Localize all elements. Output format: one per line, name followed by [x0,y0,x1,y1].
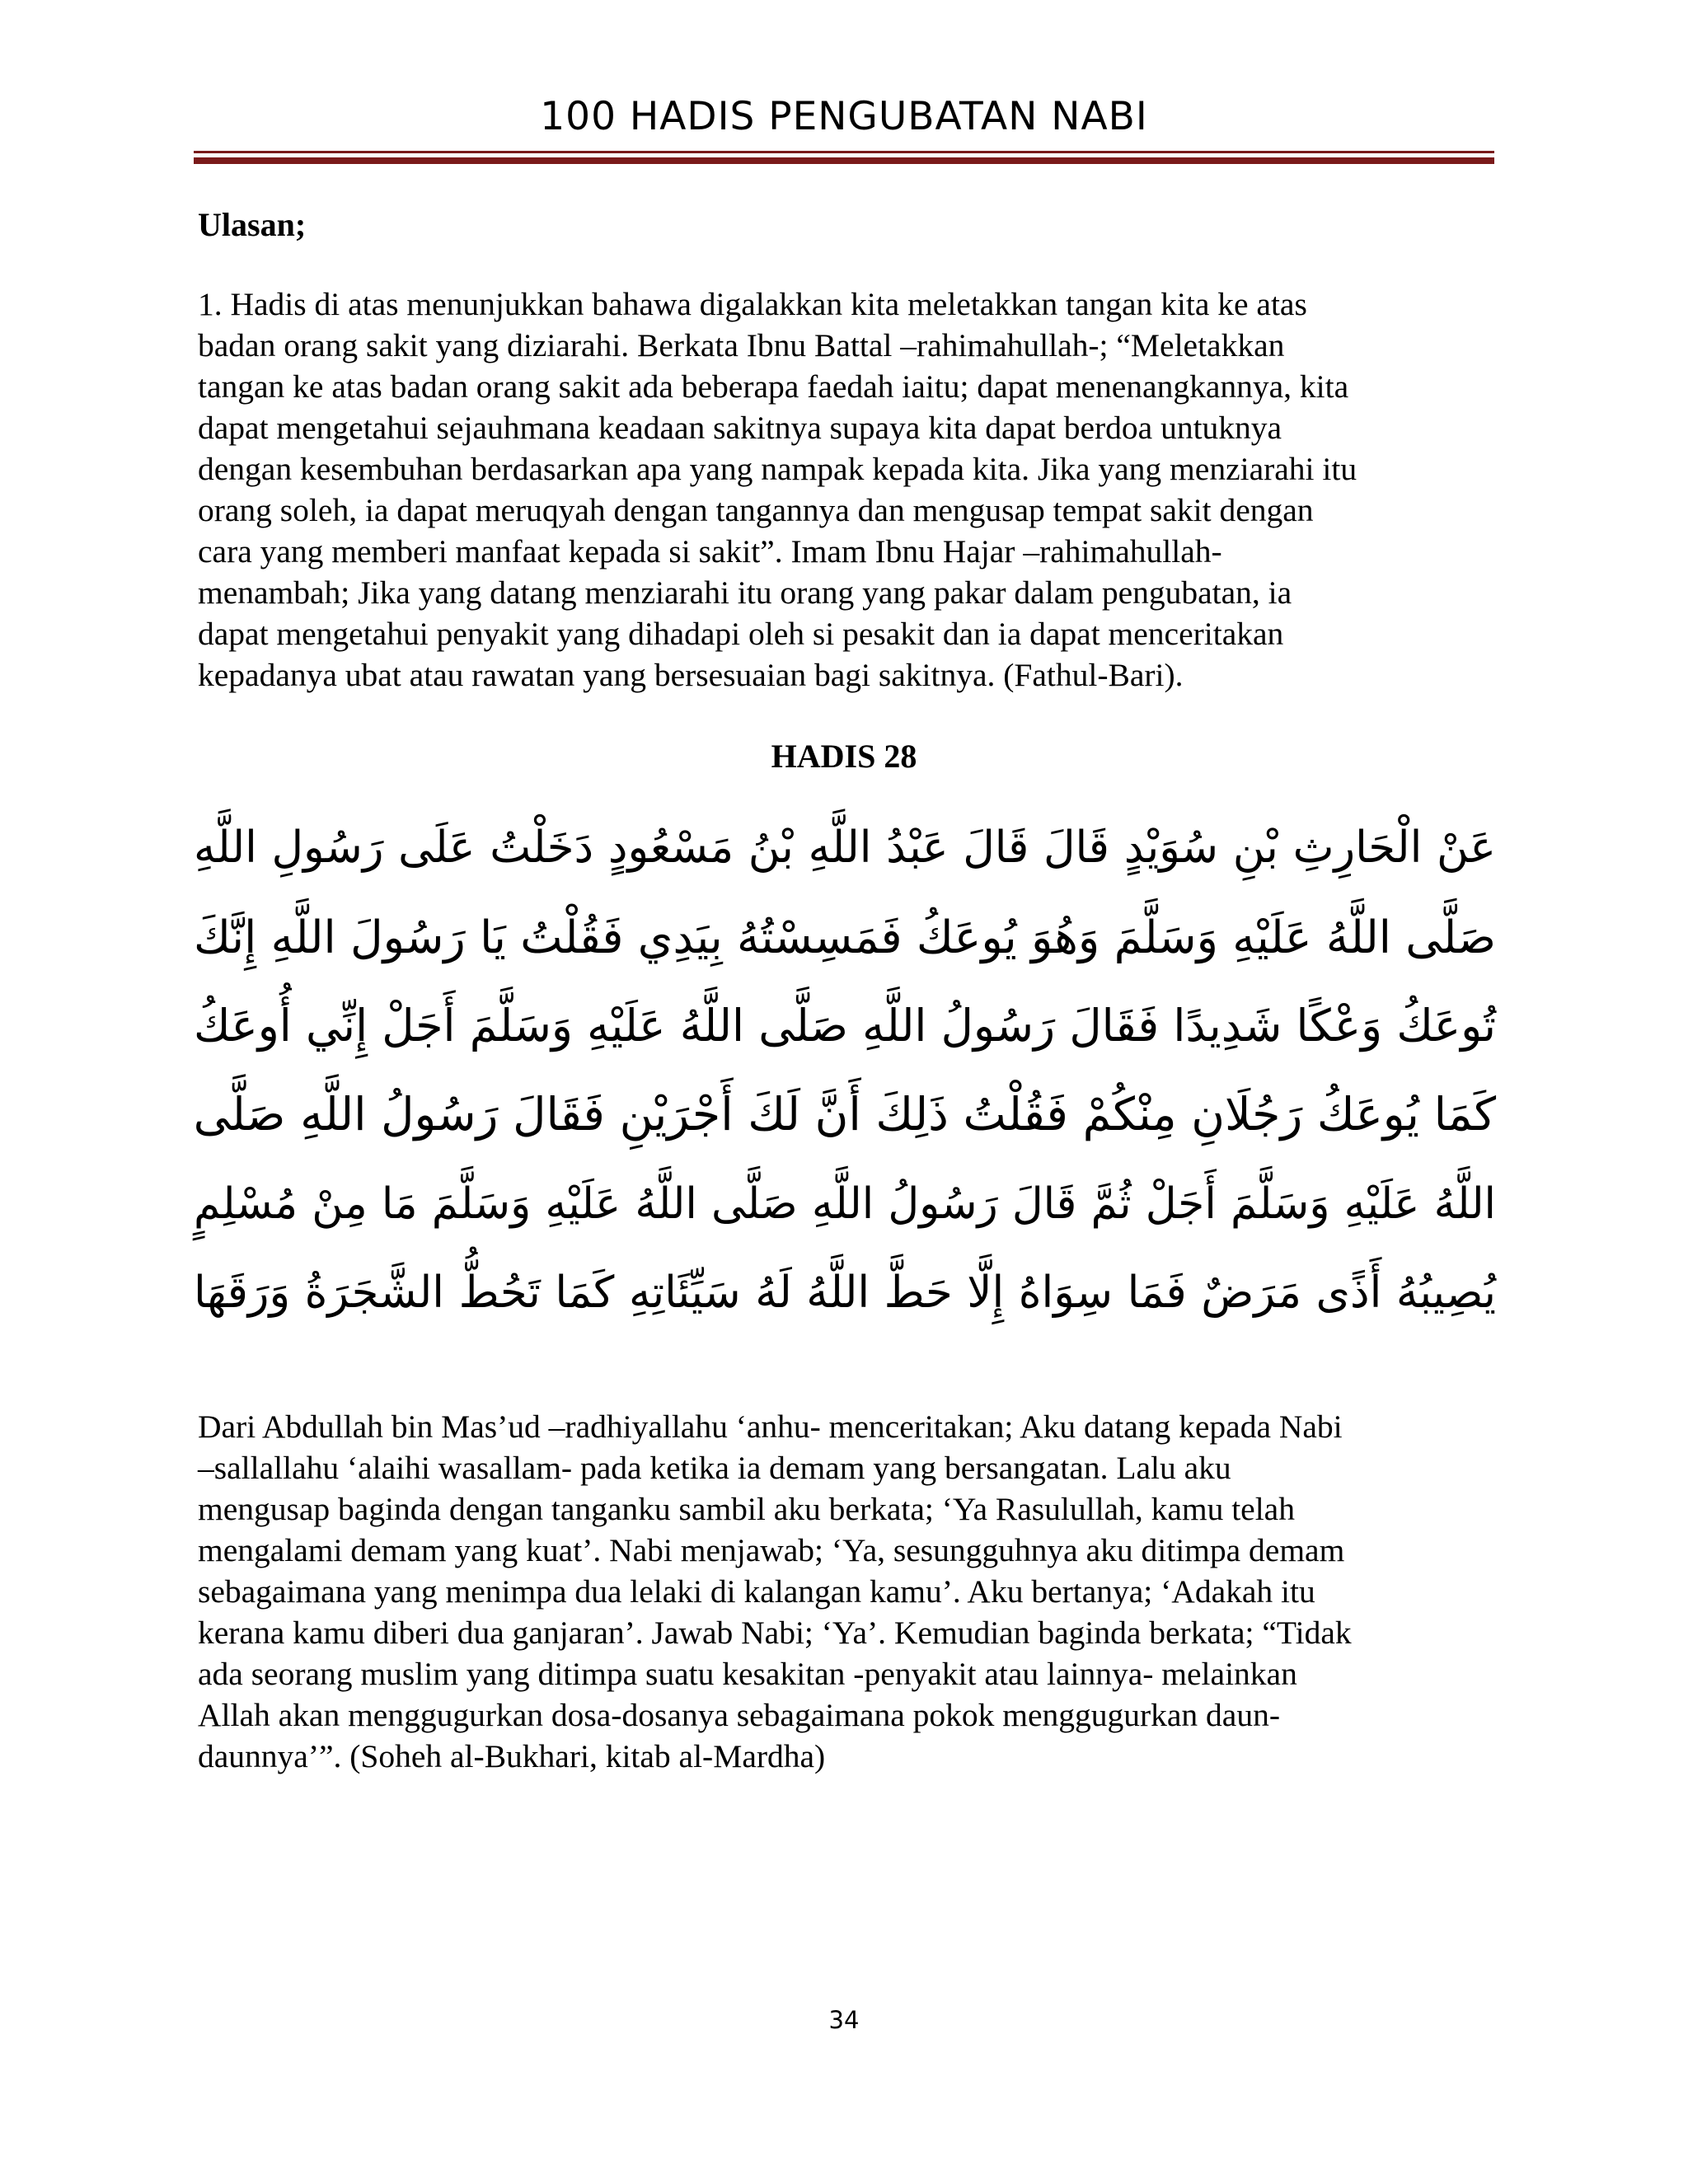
commentary-line: kepadanya ubat atau rawatan yang bersesuaian bagi sakitnya. (Fathul-Bari). [198,657,1184,693]
commentary-line: dapat mengetahui penyakit yang dihadapi oleh si pesakit dan ia dapat menceritakan [198,616,1284,652]
translation-line: daunnya’”. (Soheh al-Bukhari, kitab al-Mardha) [198,1738,826,1774]
arabic-line: اللَّهُ عَلَيْهِ وَسَلَّمَ أَجَلْ ثُمَّ قَالَ رَسُولُ اللَّهِ صَلَّى اللَّهُ عَلَيْهِ وَسَلَّمَ مَا مِنْ مُسْلِمٍ [194,1179,1496,1229]
commentary-paragraph [198,284,1496,696]
hadith-arabic-text [194,804,1496,1338]
header-rule-thick [194,157,1494,164]
arabic-line: كَمَا يُوعَكُ رَجُلَانِ مِنْكُمْ فَقُلْتُ ذَلِكَ أَنَّ لَكَ أَجْرَيْنِ فَقَالَ رَسُولُ اللَّهِ صَلَّى [193,1088,1496,1141]
hadith-translation [198,1406,1496,1777]
commentary-line: tangan ke atas badan orang sakit ada beberapa faedah iaitu; dapat menenangkannya, kita [198,368,1349,405]
translation-line: Allah akan menggugurkan dosa-dosanya sebagaimana pokok menggugurkan daun- [198,1697,1280,1733]
commentary-line: menambah; Jika yang datang menziarahi itu orang yang pakar dalam pengubatan, ia [198,574,1292,611]
translation-line: mengusap baginda dengan tanganku sambil aku berkata; ‘Ya Rasulullah, kamu telah [198,1491,1295,1527]
commentary-line: dengan kesembuhan berdasarkan apa yang nampak kepada kita. Jika yang menziarahi itu [198,451,1357,487]
translation-line: sebagaimana yang menimpa dua lelaki di kalangan kamu’. Aku bertanya; ‘Adakah itu [198,1573,1315,1610]
header-rule-thin [194,151,1494,153]
translation-line: –sallallahu ‘alaihi wasallam- pada ketika ia demam yang bersangatan. Lalu aku [198,1450,1231,1486]
page-number: 34 [828,2006,860,2034]
commentary-line: 1. Hadis di atas menunjukkan bahawa digalakkan kita meletakkan tangan kita ke atas [198,286,1307,322]
running-header-title: 100 HADIS PENGUBATAN NABI [540,94,1148,139]
translation-line: mengalami demam yang kuat’. Nabi menjawab; ‘Ya, sesungguhnya aku ditimpa demam [198,1532,1345,1568]
commentary-line: dapat mengetahui sejauhmana keadaan sakitnya supaya kita dapat berdoa untuknya [198,410,1282,446]
arabic-line: يُصِيبُهُ أَذًى مَرَضٌ فَمَا سِوَاهُ إِلَّا حَطَّ اللَّهُ لَهُ سَيِّئَاتِهِ كَمَا تَحُطُّ الشَّجَرَةُ وَرَقَهَا [194,1268,1496,1318]
arabic-line: صَلَّى اللَّهُ عَلَيْهِ وَسَلَّمَ وَهُوَ يُوعَكُ فَمَسِسْتُهُ بِيَدِي فَقُلْتُ يَا رَسُولَ اللَّهِ إِنَّكَ [194,911,1496,963]
translation-line: ada seorang muslim yang ditimpa suatu kesakitan -penyakit atau lainnya- melainkan [198,1656,1297,1692]
arabic-line: تُوعَكُ وَعْكًا شَدِيدًا فَقَالَ رَسُولُ اللَّهِ صَلَّى اللَّهُ عَلَيْهِ وَسَلَّمَ أَجَلْ إِنِّي أُوعَكُ [194,1000,1496,1052]
commentary-line: orang soleh, ia dapat meruqyah dengan tangannya dan mengusap tempat sakit dengan [198,492,1314,528]
hadith-heading: HADIS 28 [771,738,917,775]
commentary-heading: Ulasan; [198,206,307,243]
arabic-line: عَنْ الْحَارِثِ بْنِ سُوَيْدٍ قَالَ قَالَ عَبْدُ اللَّهِ بْنُ مَسْعُودٍ دَخَلْتُ عَلَى رَسُولِ اللَّهِ [194,823,1496,873]
commentary-line: cara yang memberi manfaat kepada si sakit”. Imam Ibnu Hajar –rahimahullah- [198,533,1222,569]
commentary-line: badan orang sakit yang diziarahi. Berkata Ibnu Battal –rahimahullah-; “Meletakkan [198,327,1285,363]
translation-line: Dari Abdullah bin Mas’ud –radhiyallahu ‘anhu- menceritakan; Aku datang kepada Nabi [198,1408,1343,1445]
translation-line: kerana kamu diberi dua ganjaran’. Jawab Nabi; ‘Ya’. Kemudian baginda berkata; “Tidak [198,1615,1352,1651]
